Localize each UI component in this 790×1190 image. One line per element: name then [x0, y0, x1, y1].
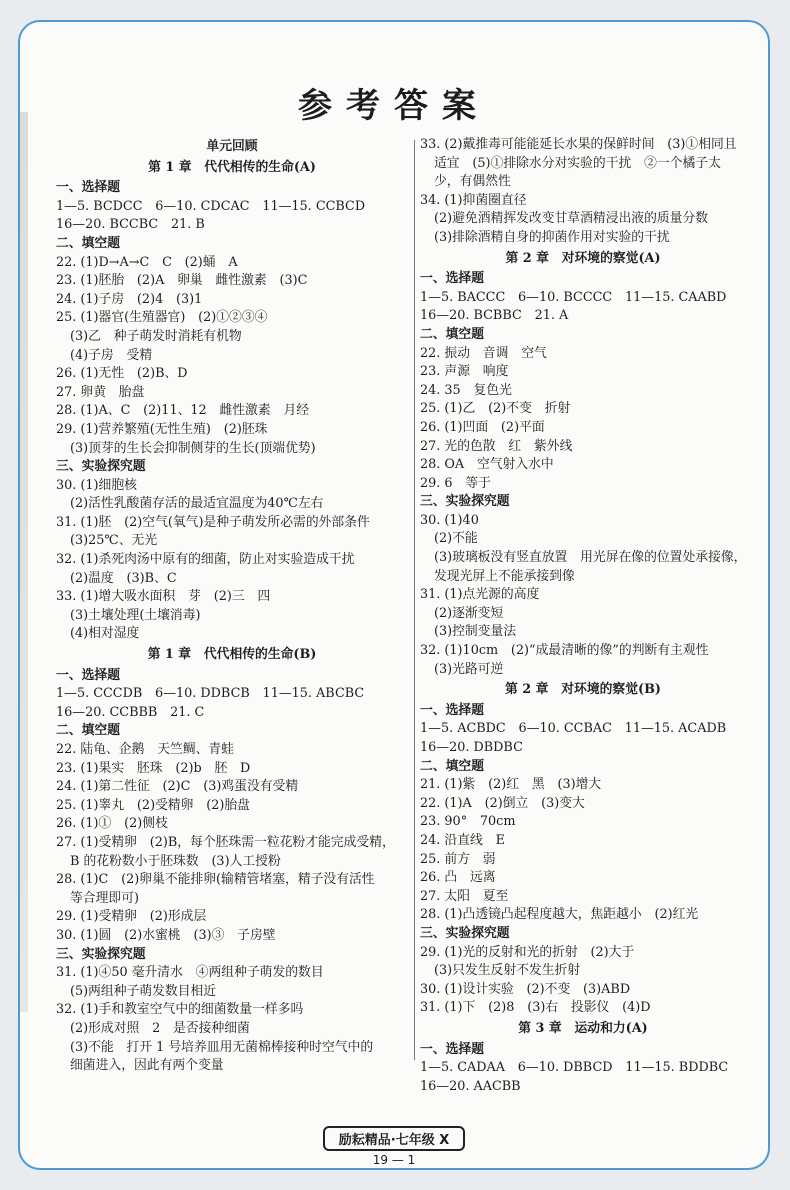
answer-line: 16—20. BCCBC 21. B	[56, 217, 205, 233]
answer-subline: (2)活性乳酸菌存活的最适宜温度为40℃左右	[70, 496, 324, 512]
answer-subline: (3)乙 种子萌发时消耗有机物	[70, 328, 242, 344]
answer-line: 22. (1)A (2)倒立 (3)变大	[420, 795, 585, 811]
section-heading: 一、选择题	[56, 180, 120, 196]
answer-subline: (3)光路可逆	[434, 661, 504, 677]
answer-line: 23. (1)果实 胚珠 (2)b 胚 D	[56, 760, 251, 776]
answer-line: 23. 90° 70cm	[420, 814, 516, 830]
answer-line: 24. (1)子房 (2)4 (3)1	[56, 291, 203, 307]
answer-line: 26. (1)① (2)侧枝	[56, 816, 168, 832]
answer-subline: (3)只发生反射不发生折射	[434, 963, 581, 979]
answer-line: 24. 沿直线 E	[420, 832, 505, 848]
chapter-heading: 第 2 章 对环境的察觉(B)	[505, 682, 661, 698]
answer-subline: (3)排除酒精自身的抑菌作用对实验的干扰	[434, 229, 670, 245]
section-heading: 三、实验探究题	[56, 946, 146, 962]
answer-subline: (2)逐渐变短	[434, 605, 504, 621]
answer-subline: (3)顶芽的生长会抑制侧芽的生长(顶端优势)	[70, 440, 316, 456]
section-heading: 二、填空题	[56, 723, 120, 739]
section-heading: 二、填空题	[420, 326, 484, 342]
section-heading: 三、实验探究题	[420, 494, 510, 510]
chapter-heading: 第 3 章 运动和力(A)	[518, 1020, 648, 1036]
answer-subline: (4)子房 受精	[70, 347, 153, 363]
section-heading: 一、选择题	[56, 667, 120, 683]
answer-subline: (2)避免酒精挥发改变甘草酒精浸出液的质量分数	[434, 211, 709, 227]
answer-line: 16—20. CCBBB 21. C	[56, 704, 205, 720]
answer-line: 22. 陆龟、企鹅 天竺鲷、青蛙	[56, 742, 234, 757]
answer-line: 1—5. BCDCC 6—10. CDCAC 11—15. CCBCD	[56, 198, 366, 214]
answer-line: 24. (1)第二性征 (2)C (3)鸡蛋没有受精	[56, 779, 299, 795]
answer-line: 24. 35 复色光	[420, 382, 512, 398]
answer-subline: 发现光屏上不能承接到像	[434, 568, 575, 584]
answer-line: 32. (1)手和教室空气中的细菌数量一样多吗	[56, 1002, 304, 1018]
answer-line: 26. 凸 远离	[420, 870, 496, 886]
answer-continuation: 等合理即可)	[70, 890, 139, 906]
answer-line: 31. (1)④50 毫升清水 ④两组种子萌发的数目	[56, 965, 324, 981]
answer-line: 22. 振动 音调 空气	[420, 345, 547, 361]
column-divider	[414, 140, 415, 1060]
answer-line: 30. (1)圆 (2)水蜜桃 (3)③ 子房壁	[56, 927, 276, 943]
brand-label: 励耘精品·七年级 X	[323, 1126, 466, 1151]
answer-line: 30. (1)设计实验 (2)不变 (3)ABD	[420, 981, 631, 997]
answer-line: 1—5. CADAA 6—10. DBBCD 11—15. BDDBC	[420, 1060, 729, 1076]
section-heading: 二、填空题	[56, 235, 120, 251]
answer-line: 29. 6 等于	[420, 475, 491, 491]
answer-subline: 细菌进入，因此有两个变量	[70, 1058, 224, 1074]
answer-subline: (2)不能	[434, 531, 478, 547]
answer-line: 25. (1)睾丸 (2)受精卵 (2)胎盘	[56, 797, 250, 813]
answer-line: 28. (1)C (2)卵巢不能排卵(输精管堵塞，精子没有活性	[56, 872, 375, 888]
answer-line: 16—20. AACBB	[420, 1078, 521, 1094]
answer-continuation: 少，有偶然性	[434, 174, 511, 190]
answer-line: 32. (1)杀死肉汤中原有的细菌，防止对实验造成干扰	[56, 552, 355, 568]
answer-subline: (5)两组种子萌发数目相近	[70, 983, 217, 999]
answer-line: 29. (1)营养繁殖(无性生殖) (2)胚珠	[56, 421, 268, 437]
answer-subline: (4)相对湿度	[70, 626, 140, 642]
left-column	[56, 136, 408, 1076]
section-heading: 三、实验探究题	[56, 459, 146, 475]
footer	[20, 1126, 768, 1151]
answer-subline: (2)形成对照 2 是否接种细菌	[70, 1020, 250, 1036]
binding-shadow	[20, 112, 28, 1012]
answer-subline: (3)控制变量法	[434, 624, 517, 640]
chapter-heading: 第 1 章 代代相传的生命(A)	[148, 159, 316, 175]
answer-line: 1—5. CCCDB 6—10. DDBCB 11—15. ABCBC	[56, 686, 365, 702]
answer-line: 34. (1)抑菌圈直径	[420, 192, 527, 208]
answer-line: 31. (1)点光源的高度	[420, 587, 540, 603]
answer-line: 25. (1)器官(生殖器官) (2)①②③④	[56, 310, 268, 326]
answer-line: 16—20. DBDBC	[420, 740, 523, 755]
answer-line: 27. 卵黄 胎盘	[56, 384, 145, 400]
answer-line: 32. (1)10cm (2)“成最清晰的像”的判断有主观性	[420, 643, 709, 659]
answer-line: 28. (1)A、C (2)11、12 雌性激素 月经	[56, 403, 310, 419]
answer-line: 25. 前方 弱	[420, 851, 496, 867]
section-heading: 一、选择题	[420, 702, 484, 718]
answer-line: 31. (1)下 (2)8 (3)右 投影仪 (4)D	[420, 1000, 651, 1016]
answer-line: 33. (2)戴推毒可能能延长水果的保鲜时间 (3)①相同且	[420, 137, 737, 152]
section-heading: 二、填空题	[420, 758, 484, 774]
section-heading: 三、实验探究题	[420, 925, 510, 941]
answer-line: 16—20. BCBBC 21. A	[420, 308, 569, 324]
chapter-heading: 第 2 章 对环境的察觉(A)	[505, 250, 661, 266]
answer-line: 23. 声源 响度	[420, 364, 509, 380]
answer-line: 30. (1)40	[420, 512, 479, 528]
answer-subline: (3)玻璃板没有竖直放置 用光屏在像的位置处承接像，	[434, 550, 747, 566]
right-column	[420, 136, 746, 1096]
page-number: 19 — 1	[372, 1153, 416, 1167]
answer-line: 29. (1)光的反射和光的折射 (2)大于	[420, 944, 635, 960]
answer-line: 22. (1)D→A→C C (2)蛹 A	[56, 254, 238, 270]
answer-continuation: B 的花粉数小于胚珠数 (3)人工授粉	[70, 853, 281, 869]
answer-line: 21. (1)紫 (2)红 黑 (3)增大	[420, 777, 602, 793]
answer-line: 30. (1)细胞核	[56, 477, 137, 493]
answer-line: 27. 光的色散 红 紫外线	[420, 438, 573, 454]
answer-line: 25. (1)乙 (2)不变 折射	[420, 401, 571, 417]
answer-line: 23. (1)胚胎 (2)A 卵巢 雌性激素 (3)C	[56, 273, 308, 289]
answer-line: 31. (1)胚 (2)空气(氧气)是种子萌发所必需的外部条件	[56, 514, 370, 530]
chapter-heading: 第 1 章 代代相传的生命(B)	[147, 647, 317, 663]
answer-line: 1—5. BACCC 6—10. BCCCC 11—15. CAABD	[420, 289, 727, 305]
answer-line: 26. (1)无性 (2)B、D	[56, 366, 188, 382]
section-heading: 一、选择题	[420, 271, 484, 287]
section-heading: 一、选择题	[420, 1041, 484, 1057]
answer-line: 27. (1)受精卵 (2)B，每个胚珠需一粒花粉才能完成受精，	[56, 834, 395, 850]
answer-line: 28. OA 空气射入水中	[420, 457, 554, 473]
answer-line: 1—5. ACBDC 6—10. CCBAC 11—15. ACADB	[420, 721, 727, 737]
answer-subline: (3)土壤处理(土壤消毒)	[70, 607, 201, 623]
chapter-heading: 单元回顾	[206, 139, 258, 154]
answer-page	[18, 20, 770, 1170]
answer-subline: (3)不能 打开 1 号培养皿用无菌棉棒接种时空气中的	[70, 1039, 374, 1055]
answer-subline: (2)温度 (3)B、C	[70, 570, 177, 586]
answer-line: 26. (1)凹面 (2)平面	[420, 419, 545, 435]
answer-line: 28. (1)凸透镜凸起程度越大，焦距越小 (2)红光	[420, 907, 699, 923]
answer-line: 27. 太阳 夏至	[420, 888, 509, 904]
answer-continuation: 适宜 (5)①排除水分对实验的干扰 ②一个橘子太	[434, 155, 721, 171]
answer-line: 33. (1)增大吸水面积 芽 (2)三 四	[56, 589, 271, 605]
answer-line: 29. (1)受精卵 (2)形成层	[56, 909, 207, 925]
page-title: 参考答案	[298, 86, 490, 126]
answer-subline: (3)25℃、无光	[70, 533, 158, 549]
